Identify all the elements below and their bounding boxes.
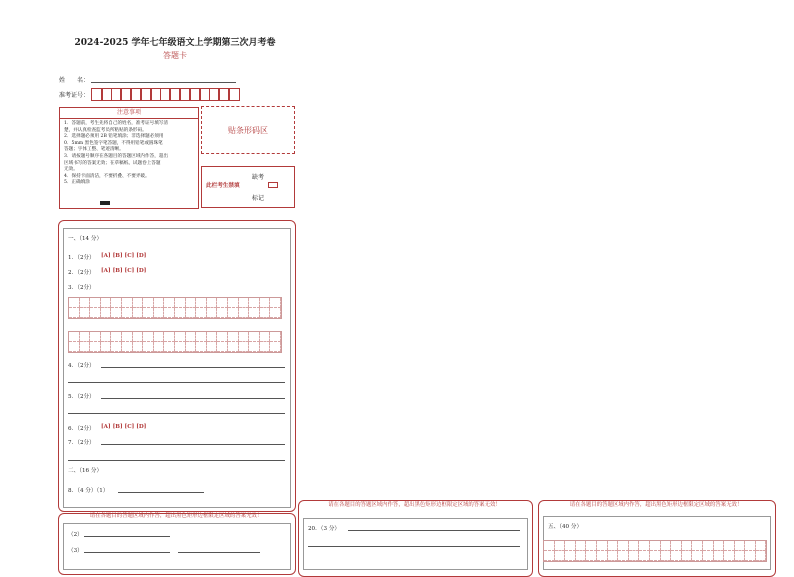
grid-cell[interactable] <box>618 551 629 561</box>
grid-cell[interactable] <box>724 541 735 551</box>
absent-bottom-label: 标记 <box>252 195 265 202</box>
grid-cell[interactable] <box>239 308 250 318</box>
writing-grid-2[interactable] <box>68 331 282 353</box>
writing-grid-1[interactable] <box>68 297 282 319</box>
grid-cell[interactable] <box>270 308 281 318</box>
q4-answer-line-2[interactable] <box>68 382 285 383</box>
grid-cell[interactable] <box>756 541 767 551</box>
absent-restricted-label: 此栏考生禁填 <box>206 183 240 189</box>
grid-cell[interactable] <box>682 551 693 561</box>
grid-cell[interactable] <box>196 342 207 352</box>
grid-cell[interactable] <box>692 541 703 551</box>
barcode-area <box>201 106 295 154</box>
q20-label: 20．（3 分） <box>308 526 341 532</box>
grid-cell[interactable] <box>196 298 207 308</box>
grid-cell[interactable] <box>756 551 767 561</box>
absent-top-label: 缺考 <box>252 174 265 181</box>
name-label: 姓 名： <box>59 77 90 84</box>
q20-answer-line[interactable] <box>348 530 520 531</box>
grid-cell[interactable] <box>133 342 144 352</box>
grid-cell[interactable] <box>80 342 91 352</box>
grid-cell[interactable] <box>724 551 735 561</box>
grid-cell[interactable] <box>69 342 80 352</box>
grid-cell[interactable] <box>164 308 175 318</box>
grid-cell[interactable] <box>692 551 703 561</box>
grid-cell[interactable] <box>703 541 714 551</box>
grid-cell[interactable] <box>544 551 555 561</box>
grid-cell[interactable] <box>186 298 197 308</box>
answer-sheet-title: 答题卡 <box>163 51 187 60</box>
name-field[interactable] <box>91 82 236 83</box>
absent-checkbox[interactable] <box>268 182 278 188</box>
grid-cell[interactable] <box>143 308 154 318</box>
q5-label: 5．（2分） <box>68 394 95 400</box>
grid-cell[interactable] <box>544 541 555 551</box>
notice-box <box>59 107 199 209</box>
grid-cell[interactable] <box>239 332 250 342</box>
q1-options[interactable]: [A] [B] [C] [D] <box>101 253 147 259</box>
grid-cell[interactable] <box>111 342 122 352</box>
grid-row <box>544 541 766 551</box>
grid-cell[interactable] <box>101 342 112 352</box>
grid-cell[interactable] <box>154 342 165 352</box>
grid-row <box>69 298 281 308</box>
column1-next-frame <box>63 523 291 570</box>
grid-cell[interactable] <box>175 332 186 342</box>
grid-row <box>69 308 281 318</box>
grid-cell[interactable] <box>650 541 661 551</box>
grid-cell[interactable] <box>164 298 175 308</box>
grid-cell[interactable] <box>228 332 239 342</box>
grid-cell[interactable] <box>576 541 587 551</box>
q7-label: 7．（2分） <box>68 440 95 446</box>
grid-cell[interactable] <box>111 332 122 342</box>
barcode-label: 贴条形码区 <box>228 125 268 135</box>
grid-cell[interactable] <box>586 541 597 551</box>
grid-cell[interactable] <box>186 332 197 342</box>
sub2-label: （2） <box>68 532 83 538</box>
grid-cell[interactable] <box>90 342 101 352</box>
grid-cell[interactable] <box>122 342 133 352</box>
grid-cell[interactable] <box>80 332 91 342</box>
grid-cell[interactable] <box>618 541 629 551</box>
grid-cell[interactable] <box>650 551 661 561</box>
grid-cell[interactable] <box>745 541 756 551</box>
grid-cell[interactable] <box>186 342 197 352</box>
grid-cell[interactable] <box>735 541 746 551</box>
grid-cell[interactable] <box>207 308 218 318</box>
grid-cell[interactable] <box>101 308 112 318</box>
grid-cell[interactable] <box>671 541 682 551</box>
grid-cell[interactable] <box>565 541 576 551</box>
grid-cell[interactable] <box>69 308 80 318</box>
sub2-answer-line[interactable] <box>84 536 170 537</box>
grid-cell[interactable] <box>186 308 197 318</box>
grid-cell[interactable] <box>154 332 165 342</box>
grid-row <box>544 551 766 561</box>
grid-cell[interactable] <box>154 298 165 308</box>
q8-label: 8．（4 分）（1） <box>68 488 109 494</box>
grid-row <box>69 332 281 342</box>
grid-cell[interactable] <box>175 342 186 352</box>
grid-cell[interactable] <box>586 551 597 561</box>
grid-cell[interactable] <box>154 308 165 318</box>
grid-cell[interactable] <box>90 308 101 318</box>
grid-cell[interactable] <box>69 332 80 342</box>
grid-cell[interactable] <box>122 332 133 342</box>
grid-cell[interactable] <box>260 342 271 352</box>
absent-mark-box <box>201 166 295 208</box>
warning-col2: 请在各题目的答题区域内作答，超出黑色矩形边框限定区域的答案无效！ <box>328 502 501 508</box>
q20-answer-line-2[interactable] <box>308 546 520 547</box>
ticket-digit-box[interactable] <box>228 88 240 101</box>
grid-cell[interactable] <box>714 551 725 561</box>
grid-cell[interactable] <box>101 332 112 342</box>
q1-label: 1．（2分） <box>68 255 95 261</box>
grid-cell[interactable] <box>111 308 122 318</box>
fill-sample-mark <box>100 201 110 205</box>
grid-cell[interactable] <box>228 308 239 318</box>
grid-cell[interactable] <box>249 342 260 352</box>
grid-cell[interactable] <box>239 342 250 352</box>
exam-title: 2024-2025 学年七年级语文上学期第三次月考卷 <box>74 38 276 48</box>
section2-heading: 二、（16 分） <box>68 468 103 474</box>
section1-heading: 一、（14 分） <box>68 236 103 242</box>
grid-cell[interactable] <box>639 551 650 561</box>
grid-cell[interactable] <box>735 551 746 561</box>
warning-col3: 请在各题目的答题区域内作答，超出黑色矩形边框限定区域的答案无效！ <box>569 502 743 508</box>
grid-cell[interactable] <box>217 332 228 342</box>
grid-cell[interactable] <box>196 332 207 342</box>
grid-cell[interactable] <box>101 298 112 308</box>
grid-cell[interactable] <box>143 298 154 308</box>
grid-cell[interactable] <box>270 298 281 308</box>
essay-grid[interactable] <box>543 540 767 562</box>
grid-cell[interactable] <box>714 541 725 551</box>
grid-cell[interactable] <box>90 298 101 308</box>
grid-cell[interactable] <box>260 298 271 308</box>
grid-cell[interactable] <box>143 342 154 352</box>
q4-answer-line[interactable] <box>101 367 285 368</box>
q4-label: 4．（2分） <box>68 363 95 369</box>
q2-label: 2．（2分） <box>68 270 95 276</box>
grid-cell[interactable] <box>565 551 576 561</box>
grid-cell[interactable] <box>175 298 186 308</box>
grid-cell[interactable] <box>228 342 239 352</box>
q3-label: 3．（2分） <box>68 285 95 291</box>
grid-cell[interactable] <box>122 308 133 318</box>
grid-cell[interactable] <box>217 308 228 318</box>
grid-cell[interactable] <box>249 298 260 308</box>
ticket-label: 准考证号： <box>59 92 90 99</box>
grid-cell[interactable] <box>555 541 566 551</box>
grid-cell[interactable] <box>69 298 80 308</box>
grid-cell[interactable] <box>260 332 271 342</box>
grid-cell[interactable] <box>608 551 619 561</box>
notice-heading: 注意事项 <box>60 108 198 119</box>
grid-cell[interactable] <box>164 332 175 342</box>
q8-answer-line[interactable] <box>118 492 204 493</box>
grid-cell[interactable] <box>80 308 91 318</box>
warning-col1: 请在各题目的答题区域内作答，超出黑色矩形边框限定区域的答案无效！ <box>89 513 263 519</box>
grid-cell[interactable] <box>90 332 101 342</box>
q6-options[interactable]: [A] [B] [C] [D] <box>101 424 147 430</box>
grid-cell[interactable] <box>629 541 640 551</box>
sub3-answer-line-2[interactable] <box>178 552 260 553</box>
grid-cell[interactable] <box>175 308 186 318</box>
grid-cell[interactable] <box>196 308 207 318</box>
q2-options[interactable]: [A] [B] [C] [D] <box>101 268 147 274</box>
q6-label: 6．（2分） <box>68 426 95 432</box>
grid-cell[interactable] <box>207 342 218 352</box>
grid-cell[interactable] <box>239 298 250 308</box>
grid-cell[interactable] <box>745 551 756 561</box>
grid-cell[interactable] <box>143 332 154 342</box>
q7-answer-line[interactable] <box>101 444 285 445</box>
grid-cell[interactable] <box>133 332 144 342</box>
grid-cell[interactable] <box>576 551 587 561</box>
sub3-answer-line[interactable] <box>84 552 170 553</box>
grid-cell[interactable] <box>639 541 650 551</box>
grid-cell[interactable] <box>111 298 122 308</box>
grid-cell[interactable] <box>270 332 281 342</box>
grid-cell[interactable] <box>260 308 271 318</box>
grid-cell[interactable] <box>249 332 260 342</box>
section5-heading: 五、（40 分） <box>548 524 583 530</box>
grid-cell[interactable] <box>164 342 175 352</box>
grid-cell[interactable] <box>629 551 640 561</box>
grid-cell[interactable] <box>133 308 144 318</box>
grid-cell[interactable] <box>207 332 218 342</box>
grid-cell[interactable] <box>597 551 608 561</box>
q5-answer-line-2[interactable] <box>68 413 285 414</box>
notice-body: 1．答题前，考生先将自己的姓名，准考证号填写清 楚，并认真检查监考员所粘贴的条形码。 2．选择题必须用 2B 铅笔填涂；非选择题必须用 0．5mm 黑色签字笔答题，不得用铅笔或圆珠笔 答题；字体工整、笔迹清晰。 3．请按题号顺序在各题目的答题区域内作答，超出 区域书写的答案无效；在草稿纸、试题卷上答题 无效。 4．保持卡面清洁，不要折叠、不要弄破。 5．正确填涂 <box>64 121 168 186</box>
grid-cell[interactable] <box>80 298 91 308</box>
grid-cell[interactable] <box>671 551 682 561</box>
grid-cell[interactable] <box>217 342 228 352</box>
grid-cell[interactable] <box>703 551 714 561</box>
grid-cell[interactable] <box>122 298 133 308</box>
grid-cell[interactable] <box>228 298 239 308</box>
grid-cell[interactable] <box>682 541 693 551</box>
grid-cell[interactable] <box>597 541 608 551</box>
sub3-label: （3） <box>68 548 83 554</box>
q7-answer-line-2[interactable] <box>68 460 285 461</box>
grid-cell[interactable] <box>217 298 228 308</box>
grid-cell[interactable] <box>133 298 144 308</box>
grid-cell[interactable] <box>608 541 619 551</box>
grid-row <box>69 342 281 352</box>
grid-cell[interactable] <box>249 308 260 318</box>
q5-answer-line[interactable] <box>101 398 285 399</box>
grid-cell[interactable] <box>661 541 672 551</box>
grid-cell[interactable] <box>661 551 672 561</box>
grid-cell[interactable] <box>207 298 218 308</box>
grid-cell[interactable] <box>270 342 281 352</box>
grid-cell[interactable] <box>555 551 566 561</box>
